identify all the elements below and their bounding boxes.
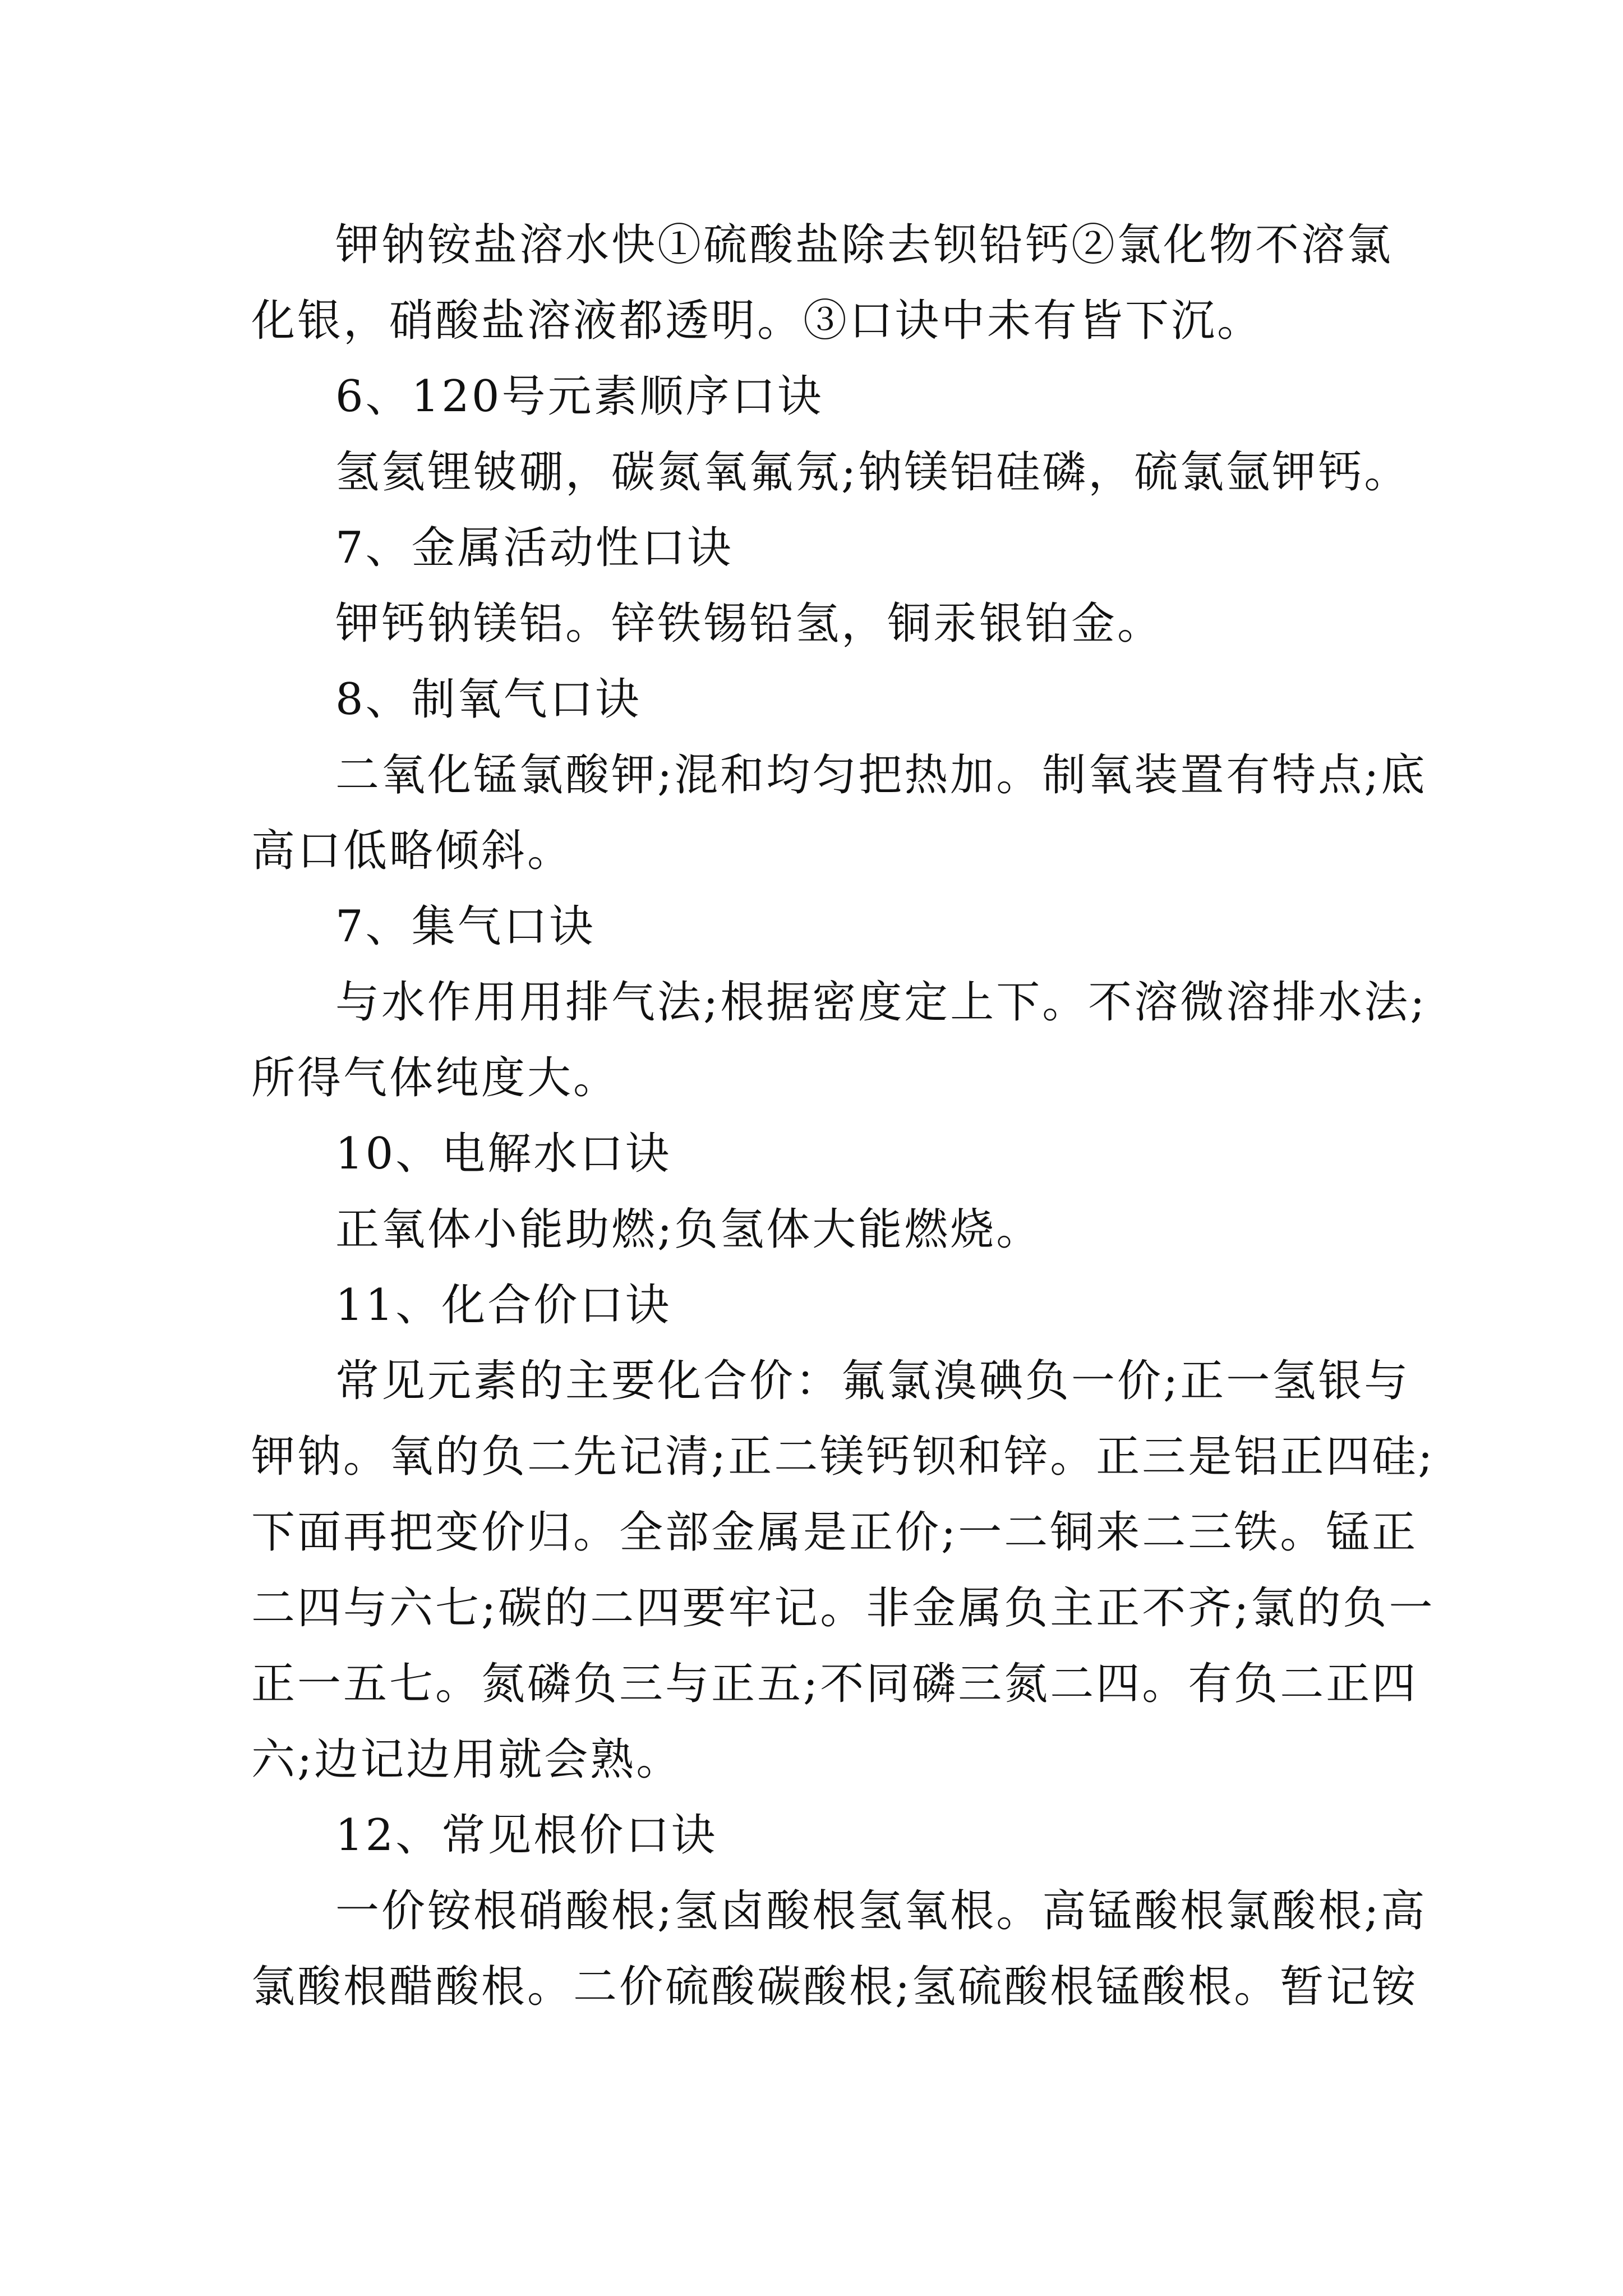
text-line: 一价铵根硝酸根;氢卤酸根氢氧根。高锰酸根氯酸根;高: [335, 1886, 1427, 1936]
text-line: 钾钠铵盐溶水快①硫酸盐除去钡铅钙②氯化物不溶氯: [335, 220, 1394, 270]
text-line: 下面再把变价归。全部金属是正价;一二铜来二三铁。锰正: [251, 1507, 1418, 1558]
section-heading: 10、电解水口诀: [335, 1129, 672, 1179]
text-line: 正氧体小能助燃;负氢体大能燃烧。: [335, 1204, 1043, 1255]
text-line: 常见元素的主要化合价：氟氯溴碘负一价;正一氢银与: [335, 1356, 1410, 1406]
text-line: 六;边记边用就会熟。: [251, 1734, 683, 1785]
text-line: 二四与六七;碳的二四要牢记。非金属负主正不齐;氯的负一: [251, 1583, 1435, 1634]
section-heading: 7、集气口诀: [335, 901, 596, 952]
section-heading: 12、常见根价口诀: [335, 1810, 718, 1861]
section-heading: 6、120号元素顺序口诀: [335, 371, 824, 422]
section-heading: 11、化合价口诀: [335, 1280, 672, 1331]
text-line: 高口低略倾斜。: [251, 826, 574, 876]
text-line: 二氧化锰氯酸钾;混和均匀把热加。制氧装置有特点;底: [335, 750, 1427, 800]
text-line: 氯酸根醋酸根。二价硫酸碳酸根;氢硫酸根锰酸根。暂记铵: [251, 1962, 1418, 2012]
section-heading: 8、制氧气口诀: [335, 674, 642, 725]
document-page: [251, 208, 1435, 2025]
text-line: 与水作用用排气法;根据密度定上下。不溶微溶排水法;: [335, 977, 1427, 1028]
text-line: 所得气体纯度大。: [251, 1053, 620, 1103]
text-line: 化银，硝酸盐溶液都透明。③口诀中未有皆下沉。: [251, 296, 1264, 346]
text-line: 氢氦锂铍硼，碳氮氧氟氖;钠镁铝硅磷，硫氯氩钾钙。: [335, 447, 1410, 498]
text-line: 钾钠。氧的负二先记清;正二镁钙钡和锌。正三是铝正四硅;: [251, 1432, 1435, 1482]
text-line: 正一五七。氮磷负三与正五;不同磷三氮二四。有负二正四: [251, 1659, 1418, 1709]
text-line: 钾钙钠镁铝。锌铁锡铅氢，铜汞银铂金。: [335, 599, 1164, 649]
section-heading: 7、金属活动性口诀: [335, 523, 734, 573]
